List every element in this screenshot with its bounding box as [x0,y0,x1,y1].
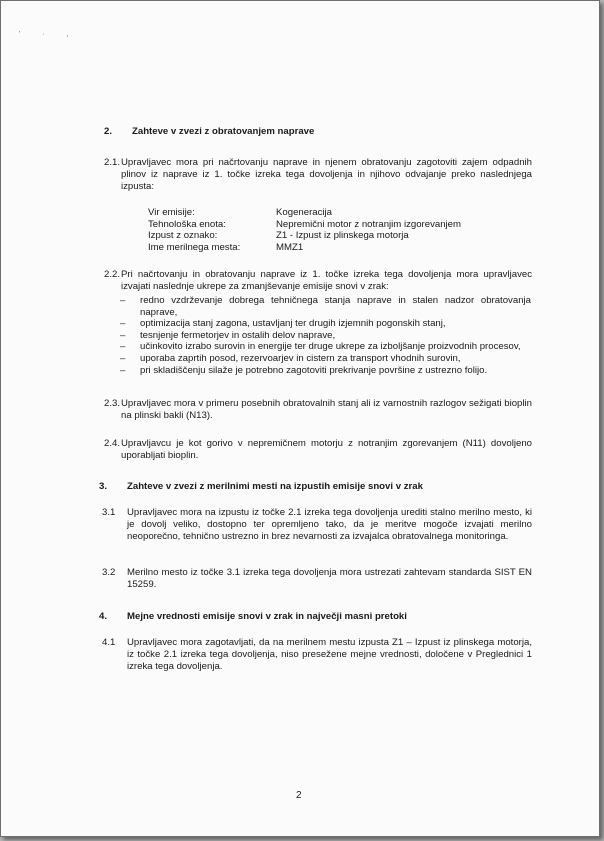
table-row [148,219,461,231]
section-number: 4. [99,611,108,622]
list-item [120,365,531,377]
paragraph-2-3 [104,398,532,424]
list-item [120,353,531,365]
paragraph-3-1 [102,507,532,559]
paragraph-number: 4.1 [102,637,116,648]
paragraph-2-1 [104,157,532,197]
paragraph-2-4 [104,438,532,464]
paragraph-text: Upravljavec mora pri načrtovanju naprave in njenem obratovanju zagotoviti zajem odpadnih plinov iz naprave iz 1. točke izreka tega dovoljenja in njihovo odvajanje preko naslednjega izpusta: [121,157,532,193]
section-title: Mejne vrednosti emisije snovi v zrak in največji masni pretoki [127,611,407,622]
row-value: Kogeneracija [276,207,333,218]
list-item-text: uporaba zaprtih posod, rezervoarjev in cistern za transport vhodnih surovin, [140,352,461,364]
list-item [120,330,531,342]
row-label: Vir emisije: [148,207,195,218]
table-row [148,207,461,219]
row-label: Tehnološka enota: [148,218,226,230]
list-item-text: redno vzdrževanje dobrega tehničnega stanja naprave in stalen nadzor obratovanja naprave, [140,295,531,318]
measures-list [120,295,531,376]
row-value: MMZ1 [276,241,304,253]
row-value: Nepremični motor z notranjim izgorevanjem [276,218,462,230]
section-2-heading [104,126,544,140]
paragraph-number: 2.4. [104,438,121,449]
paragraph-text: Upravljavec mora zagotavljati, da na merilnem mestu izpusta Z1 – Izpust iz plinskega motorja, iz točke 2.1 izreka tega dovoljenja, niso presežene mejne vrednosti, določene v Preglednici 1 izreka tega dovoljenja. [127,637,532,673]
paragraph-text: Pri načrtovanju in obratovanju naprave iz 1. točke izreka tega dovoljenja mora upravljavec izvajati naslednje ukrepe za zmanjševanje emisije snovi v zrak: [121,269,532,293]
paragraph-text: Upravljavec mora v primeru posebnih obratovalnih stanj ali iz varnostnih razlogov sežigati bioplin na plinski bakli (N13). [121,398,532,422]
paragraph-number: 3.2 [102,567,116,578]
section-4-heading [99,611,539,625]
list-item-text: pri skladiščenju silaže je potrebno zagotoviti prekrivanje površine z ustrezno folijo. [140,364,488,376]
section-number: 3. [99,481,108,492]
table-row [148,242,461,254]
table-row [148,230,461,242]
paragraph-number: 2.1. [104,157,121,168]
paragraph-3-2 [102,567,532,593]
paragraph-number: 2.3. [104,398,121,409]
dash-bullet: – [120,352,126,364]
paragraph-number: 2.2. [104,269,121,280]
dash-bullet: – [120,341,126,353]
section-title: Zahteve v zvezi z merilnimi mesti na izpustih emisije snovi v zrak [127,481,423,492]
page-number: 2 [296,790,302,801]
row-value: Z1 - Izpust iz plinskega motorja [276,230,409,242]
list-item [120,318,531,330]
scan-specks: ' · , [19,31,79,38]
section-title: Zahteve v zvezi z obratovanjem naprave [132,126,315,137]
dash-bullet: – [120,329,126,341]
emission-source-table [148,207,461,253]
dash-bullet: – [120,364,126,376]
list-item [120,295,531,318]
paragraph-2-2 [104,269,532,295]
section-number: 2. [104,126,113,137]
paragraph-number: 3.1 [102,507,116,518]
list-item [120,341,531,353]
paragraph-text: Upravljavcu je kot gorivo v nepremičnem motorju z notranjim zgorevanjem (N11) dovoljeno uporabljati bioplin. [121,438,532,462]
paragraph-text: Upravljavec mora na izpustu iz točke 2.1 izreka tega dovoljenja urediti stalno merilno mesto, ki je dovolj veliko, dostopno ter opremljeno tako, da je meritve mogoče izvajati merilno neoporečno, tehnično ustrezno in brez nevarnosti za izvajalca obratovalnega monitoringa. [127,507,532,543]
dash-bullet: – [120,318,126,330]
dash-bullet: – [120,295,126,306]
row-label: Ime merilnega mesta: [148,241,241,253]
paragraph-4-1 [102,637,532,677]
row-label: Izpust z oznako: [148,230,218,242]
paragraph-text: Merilno mesto iz točke 3.1 izreka tega dovoljenja mora ustrezati zahtevam standarda SIST EN 15259. [127,567,532,591]
list-item-text: optimizacija stanj zagona, ustavljanj ter drugih izjemnih pogonskih stanj, [140,318,446,330]
list-item-text: tesnjenje fermetorjev in ostalih delov naprave, [140,329,336,341]
section-3-heading [99,481,539,495]
list-item-text: učinkovito izrabo surovin in energije ter druge ukrepe za izboljšanje proizvodnih procesov, [140,341,521,353]
